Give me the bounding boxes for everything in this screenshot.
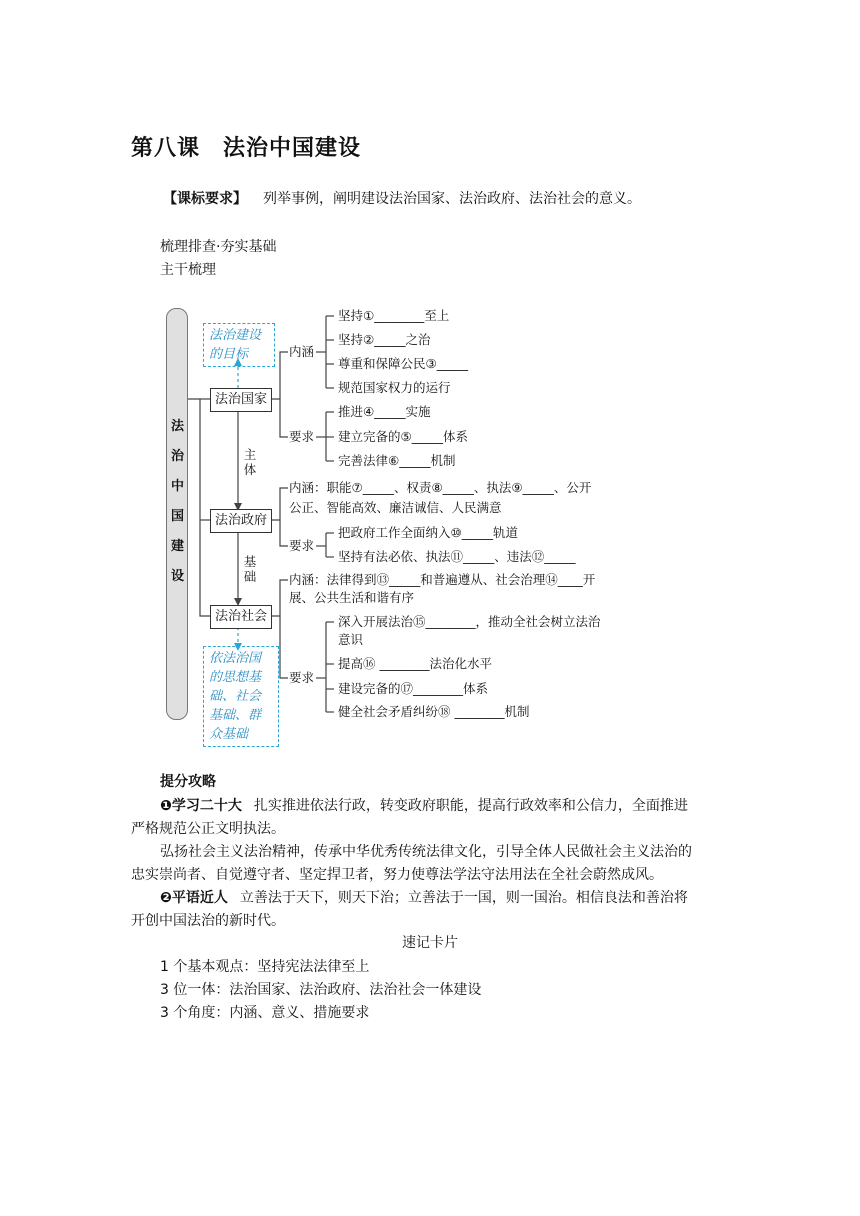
curriculum-text: 列举事例，阐明建设法治国家、法治政府、法治社会的意义。 [263,191,641,207]
relation-subject: 主体 [243,447,257,477]
state-requirement-item: 推进④_____实施 [338,404,431,419]
gov-connotation-line2: 公正、智能高效、廉洁诚信、人民满意 [289,500,502,515]
state-connotation-item: 坚持②_____之治 [338,332,431,347]
relation-basis: 基础 [243,554,257,584]
node-law-based-society: 法治社会 [210,605,272,629]
tips-item2 [160,887,688,910]
tips-item1-cont: 严格规范公正文明执法。 [131,821,285,837]
society-requirement-item: 提高⑯ ________法治化水平 [338,656,492,671]
tips-item1-text: 扎实推进依法行政，转变政府职能，提高行政效率和公信力，全面推进 [253,798,688,814]
tips-item2-cont: 开创中国法治的新时代。 [131,913,285,929]
society-connotation-line1: 内涵：法律得到⑬_____和普遍遵从、社会治理⑭____开 [289,572,596,587]
gov-connotation-line1: 内涵：职能⑦_____、权责⑧_____、执法⑨_____、公开 [289,480,592,495]
root-label: 法治中国建设 [171,419,185,584]
state-connotation-label: 内涵 [289,344,315,359]
tips-item1 [160,795,688,818]
gov-requirement-item: 坚持有法必依、执法⑪_____、违法⑫_____ [338,549,576,564]
gov-requirement-label: 要求 [289,538,315,553]
tips-item1-p2a: 弘扬社会主义法治精神，传承中华优秀传统法律文化，引导全体人民做社会主义法治的 [160,844,692,860]
state-requirement-item: 建立完备的⑤_____体系 [338,429,468,444]
tips-item2-text: 立善法于天下，则天下治；立善法于一国，则一国治。相信良法和善治将 [239,890,688,906]
state-connotation-item: 坚持①________至上 [338,308,450,323]
node-law-based-government: 法治政府 [210,509,272,533]
gov-requirement-item: 把政府工作全面纳入⑩_____轨道 [338,525,518,540]
society-requirement-item: 健全社会矛盾纠纷⑱ ________机制 [338,704,530,719]
section-heading-outline: 主干梳理 [160,262,216,278]
card-title: 速记卡片 [402,935,458,951]
society-requirement-item: 建设完备的⑰________体系 [338,681,489,696]
curriculum-label: 【课标要求】 [163,191,247,207]
card-line: 3 位一体：法治国家、法治政府、法治社会一体建设 [160,982,482,998]
society-requirement-item: 深入开展法治⑮________，推动全社会树立法治 [338,614,601,629]
foundation-note: 依法治国的思想基础、社会基础、群众基础 [203,646,279,747]
society-requirement-item: 意识 [338,632,364,647]
tips-item1-p2b: 忠实崇尚者、自觉遵守者、坚定捍卫者，努力使尊法学法守法用法在全社会蔚然成风。 [131,867,663,883]
society-connotation-line2: 展、公共生活和谐有序 [289,590,415,605]
state-connotation-item: 规范国家权力的运行 [338,380,451,395]
society-requirement-label: 要求 [289,670,315,685]
node-rule-of-law-state: 法治国家 [210,388,272,412]
goal-note: 法治建设的目标 [203,323,275,367]
card-line: 1 个基本观点：坚持宪法法律至上 [160,959,370,975]
state-requirement-item: 完善法律⑥_____机制 [338,453,456,468]
state-connotation-item: 尊重和保障公民③_____ [338,356,468,371]
card-line: 3 个角度：内涵、意义、措施要求 [160,1005,370,1021]
tips-item1-label: ❶学习二十大 [160,798,242,814]
state-requirement-label: 要求 [289,429,315,444]
tips-heading: 提分攻略 [160,774,216,790]
page-title: 第八课 法治中国建设 [131,136,362,161]
section-heading-review: 梳理排查·夯实基础 [160,239,277,255]
tips-item2-label: ❷平语近人 [160,890,228,906]
